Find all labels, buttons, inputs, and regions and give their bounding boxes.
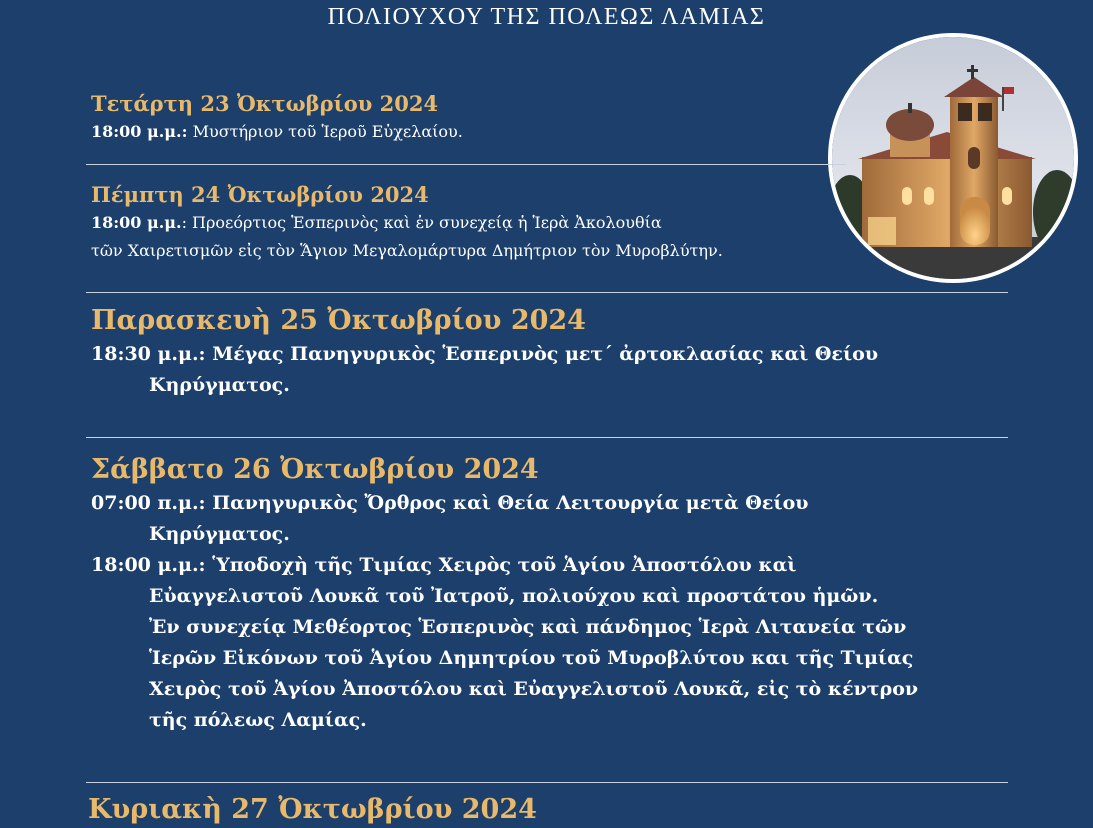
- schedule-day-2: [91, 181, 723, 265]
- event-line: Εὐαγγελιστοῦ Λουκᾶ τοῦ Ἰατροῦ, πολιούχου καὶ προστάτου ἡμῶν.: [149, 585, 879, 607]
- divider: [86, 437, 1008, 438]
- event-line: [91, 488, 918, 519]
- event-time: 18:00 μ.μ.: [91, 213, 182, 232]
- event-line: Κηρύγματος.: [149, 374, 290, 396]
- event-text: : Προεόρτιος Ἑσπερινὸς καὶ ἐν συνεχείᾳ ἡ Ἱερὰ Ἀκολουθία: [181, 213, 662, 232]
- event-line: Ἱερῶν Εἰκόνων τοῦ Ἁγίου Δημητρίου τοῦ Μυροβλύτου και τῆς Τιμίας: [149, 647, 914, 669]
- schedule-day-1: [91, 90, 463, 146]
- event-line: [91, 118, 463, 146]
- event-text: Ὑποδοχὴ τῆς Τιμίας Χειρὸς τοῦ Ἁγίου Ἀποστόλου καὶ: [212, 554, 797, 576]
- event-time: 07:00 π.μ.:: [91, 492, 206, 514]
- day-heading: Πέμπτη 24 Ὀκτωβρίου 2024: [91, 182, 429, 207]
- event-time: 18:00 μ.μ.:: [91, 554, 206, 576]
- day-heading: Σάββατο 26 Ὀκτωβρίου 2024: [91, 454, 539, 485]
- event-line: Ἐν συνεχείᾳ Μεθέορτος Ἑσπερινὸς καὶ πάνδημος Ἱερὰ Λιτανεία τῶν: [149, 616, 907, 638]
- divider: [86, 164, 846, 165]
- church-photo: [828, 33, 1078, 283]
- church-illustration: [832, 37, 1074, 279]
- schedule-day-3: [91, 303, 878, 401]
- divider: [86, 292, 1008, 293]
- event-line: [91, 550, 918, 581]
- schedule-day-5: [88, 792, 537, 828]
- day-heading: Παρασκευὴ 25 Ὀκτωβρίου 2024: [91, 305, 586, 336]
- header-title: ΠΟΛΙΟΥΧΟΥ ΤΗΣ ΠΟΛΕΩΣ ΛΑΜΙΑΣ: [327, 4, 766, 30]
- event-line: [91, 339, 878, 370]
- divider: [86, 782, 1008, 783]
- event-line: [91, 209, 723, 237]
- event-text: Μέγας Πανηγυρικὸς Ἑσπερινὸς μετ΄ ἀρτοκλασίας καὶ Θείου: [212, 343, 879, 365]
- day-heading: Κυριακὴ 27 Ὀκτωβρίου 2024: [88, 794, 537, 825]
- event-time: 18:30 μ.μ.:: [91, 343, 206, 365]
- event-time: 18:00 μ.μ.:: [91, 122, 188, 141]
- event-text: Μυστήριον τοῦ Ἱεροῦ Εὐχελαίου.: [192, 122, 463, 141]
- event-line: Κηρύγματος.: [149, 523, 290, 545]
- event-line: τῆς πόλεως Λαμίας.: [149, 709, 367, 731]
- event-line: τῶν Χαιρετισμῶν εἰς τὸν Ἅγιον Μεγαλομάρτυρα Δημήτριον τὸν Μυροβλύτην.: [91, 241, 723, 260]
- event-line: Χειρὸς τοῦ Ἁγίου Ἀποστόλου καὶ Εὐαγγελιστοῦ Λουκᾶ, εἰς τὸ κέντρον: [149, 678, 919, 700]
- event-text: Πανηγυρικὸς Ὄρθρος καὶ Θεία Λειτουργία μετὰ Θείου: [212, 492, 809, 514]
- schedule-day-4: [91, 452, 918, 736]
- day-heading: Τετάρτη 23 Ὀκτωβρίου 2024: [91, 91, 439, 116]
